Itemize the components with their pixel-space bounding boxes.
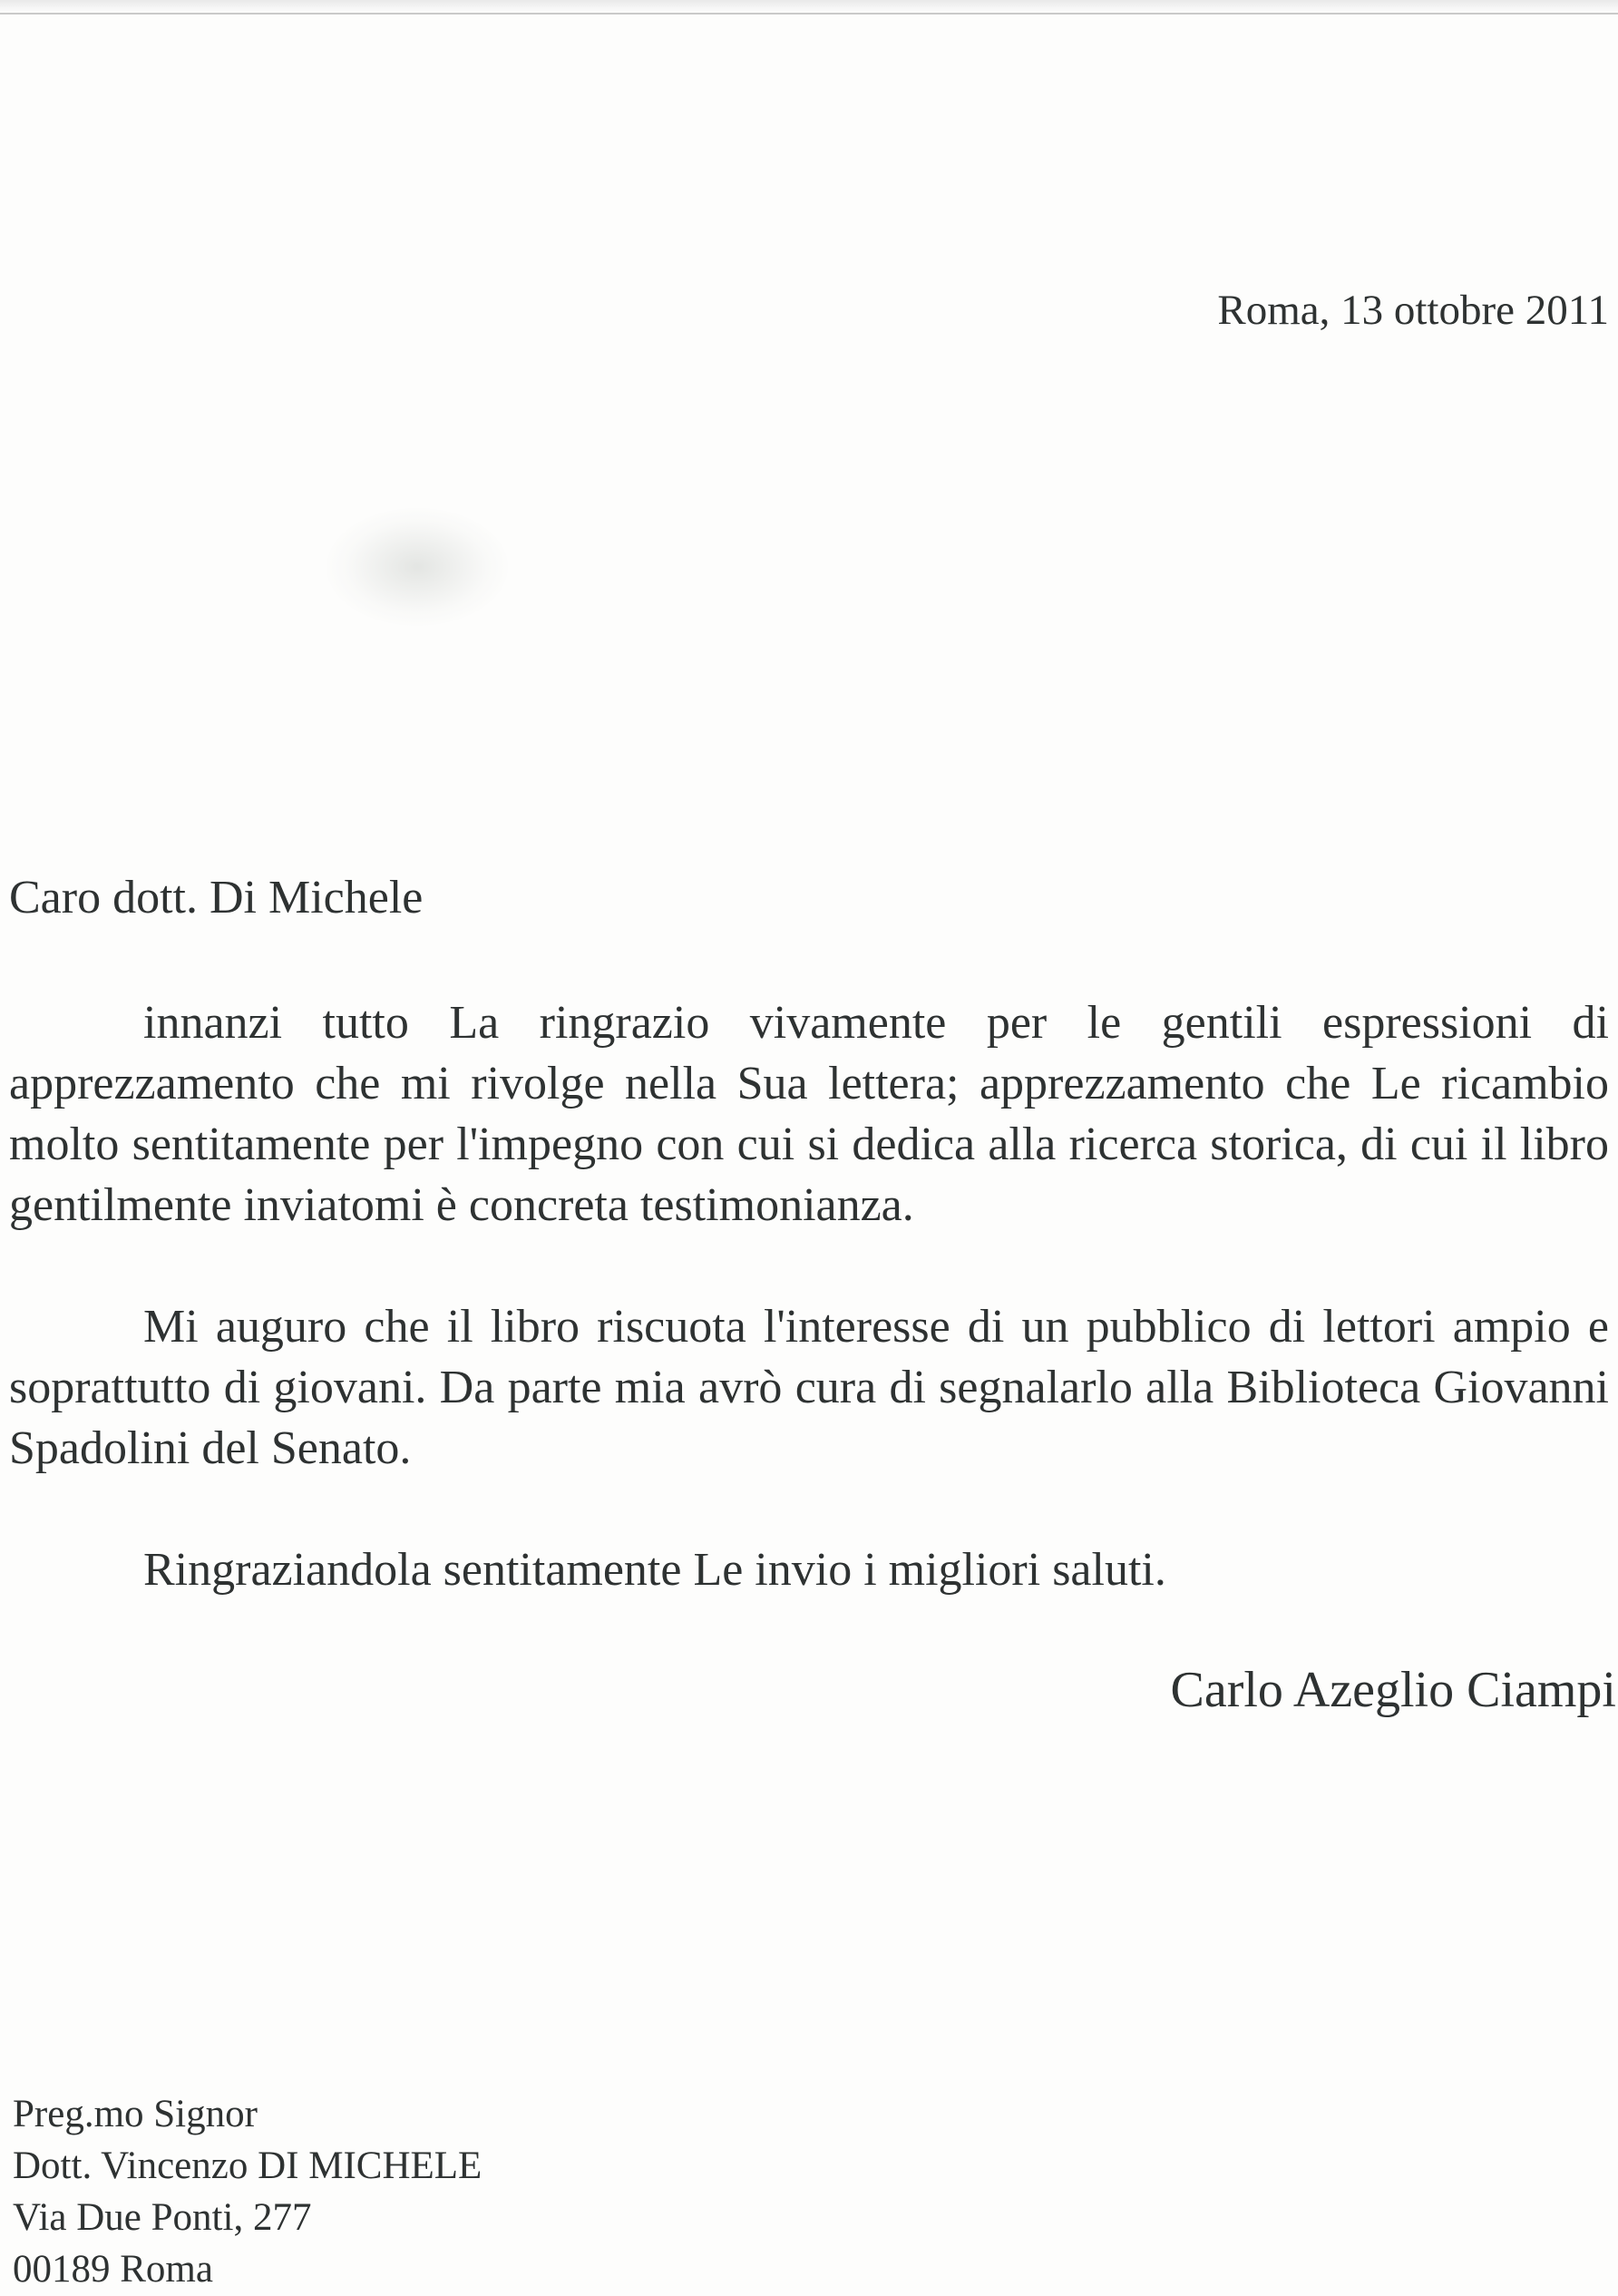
letter-date: Roma, 13 ottobre 2011	[1217, 287, 1609, 334]
body-paragraph: Mi auguro che il libro riscuota l'interesse di un pubblico di lettori ampio e soprattutto di giovani. Da parte mia avrò cura di segnalarlo alla Biblioteca Giovanni Spadolini del Senato.	[9, 1301, 1609, 1474]
paper-smudge	[327, 508, 508, 626]
signature: Carlo Azeglio Ciampi	[1170, 1662, 1616, 1718]
address-line: Via Due Ponti, 277	[13, 2196, 312, 2239]
salutation: Caro dott. Di Michele	[9, 872, 424, 923]
address-line: Preg.mo Signor	[13, 2093, 258, 2135]
letter-body	[9, 992, 1609, 1600]
address-line: Dott. Vincenzo DI MICHELE	[13, 2145, 482, 2187]
address-line: 00189 Roma	[13, 2248, 213, 2291]
scan-edge-line	[0, 13, 1618, 15]
body-paragraph: Ringraziandola sentitamente Le invio i migliori saluti.	[143, 1544, 1166, 1596]
body-paragraph: innanzi tutto La ringrazio vivamente per le gentili espressioni di apprezzamento che mi rivolge nella Sua lettera; apprezzamento che Le ricambio molto sentitamente per l'impegno con cui si dedica alla ricerca storica, di cui il libro gentilmente inviatomi è concreta testimonianza.	[9, 997, 1609, 1231]
recipient-address	[13, 2088, 482, 2295]
